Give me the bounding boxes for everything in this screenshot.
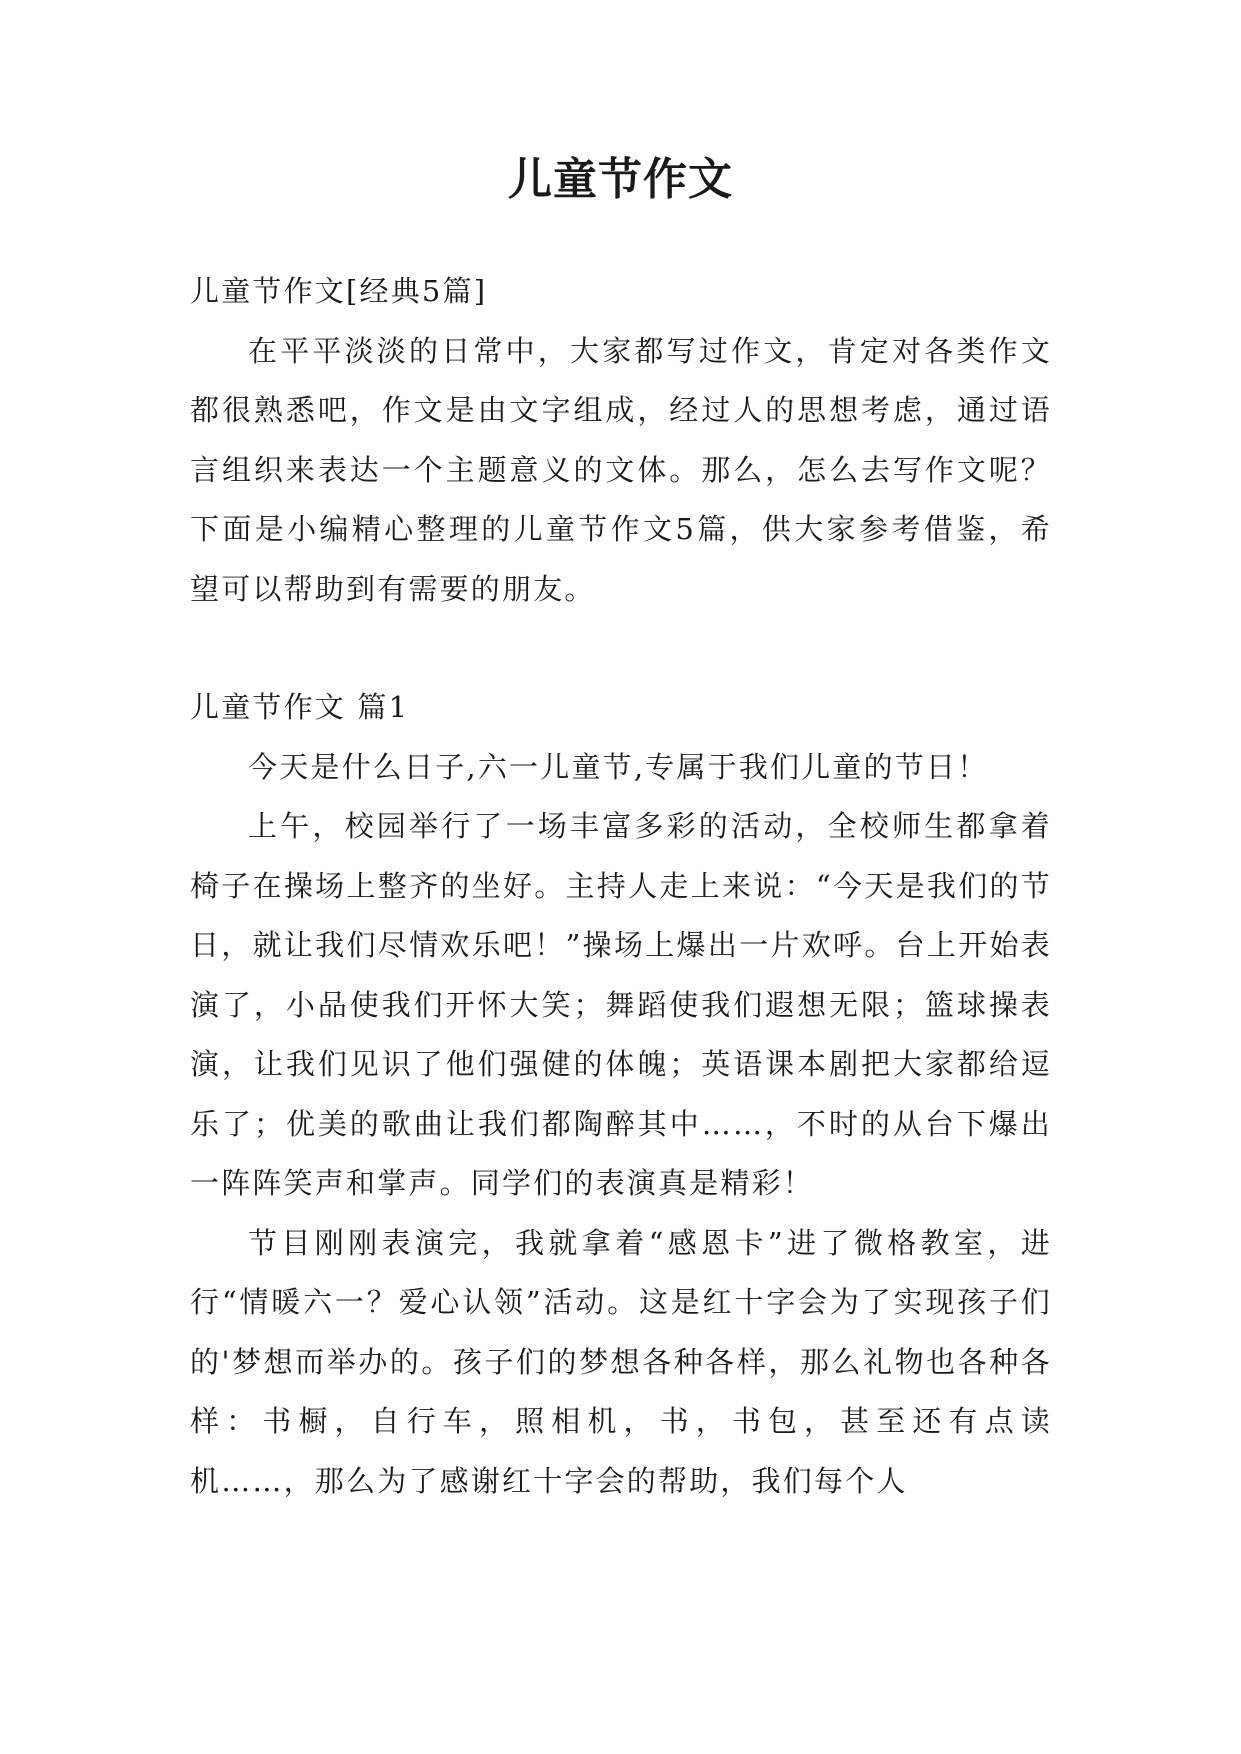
section-spacer [190,619,1052,678]
section-paragraph-3: 节目刚刚表演完，我就拿着“感恩卡”进了微格教室，进行“情暖六一？爱心认领”活动。这是红十字会为了实现孩子们的'梦想而举办的。孩子们的梦想各种各样，那么礼物也各种各样：书橱，自行车，照相机，书，书包，甚至还有点读机……，那么为了感谢红十字会的帮助，我们每个人 [190,1225,1052,1498]
page-title: 儿童节作文 [508,154,733,205]
section-paragraph-2: 上午，校园举行了一场丰富多彩的活动，全校师生都拿着椅子在操场上整齐的坐好。主持人走上来说：“今天是我们的节日，就让我们尽情欢乐吧！”操场上爆出一片欢呼。台上开始表演了，小品使我们开怀大笑；舞蹈使我们遐想无限；篮球操表演，让我们见识了他们强健的体魄；英语课本剧把大家都给逗乐了；优美的歌曲让我们都陶醉其中……，不时的从台下爆出一阵阵笑声和掌声。同学们的表演真是精彩！ [190,809,1052,1200]
document-subtitle: 儿童节作文[经典5篇] [190,274,488,308]
section-paragraph-1: 今天是什么日子,六一儿童节,专属于我们儿童的节日！ [248,749,989,784]
intro-paragraph: 在平平淡淡的日常中，大家都写过作文，肯定对各类作文都很熟悉吧，作文是由文字组成，经过人的思想考虑，通过语言组织来表达一个主题意义的文体。那么，怎么去写作文呢？下面是小编精心整理的儿童节作文5篇，供大家参考借鉴，希望可以帮助到有需要的朋友。 [190,333,1052,606]
document-body [190,262,1052,1511]
section-heading: 儿童节作文 篇1 [190,690,410,724]
